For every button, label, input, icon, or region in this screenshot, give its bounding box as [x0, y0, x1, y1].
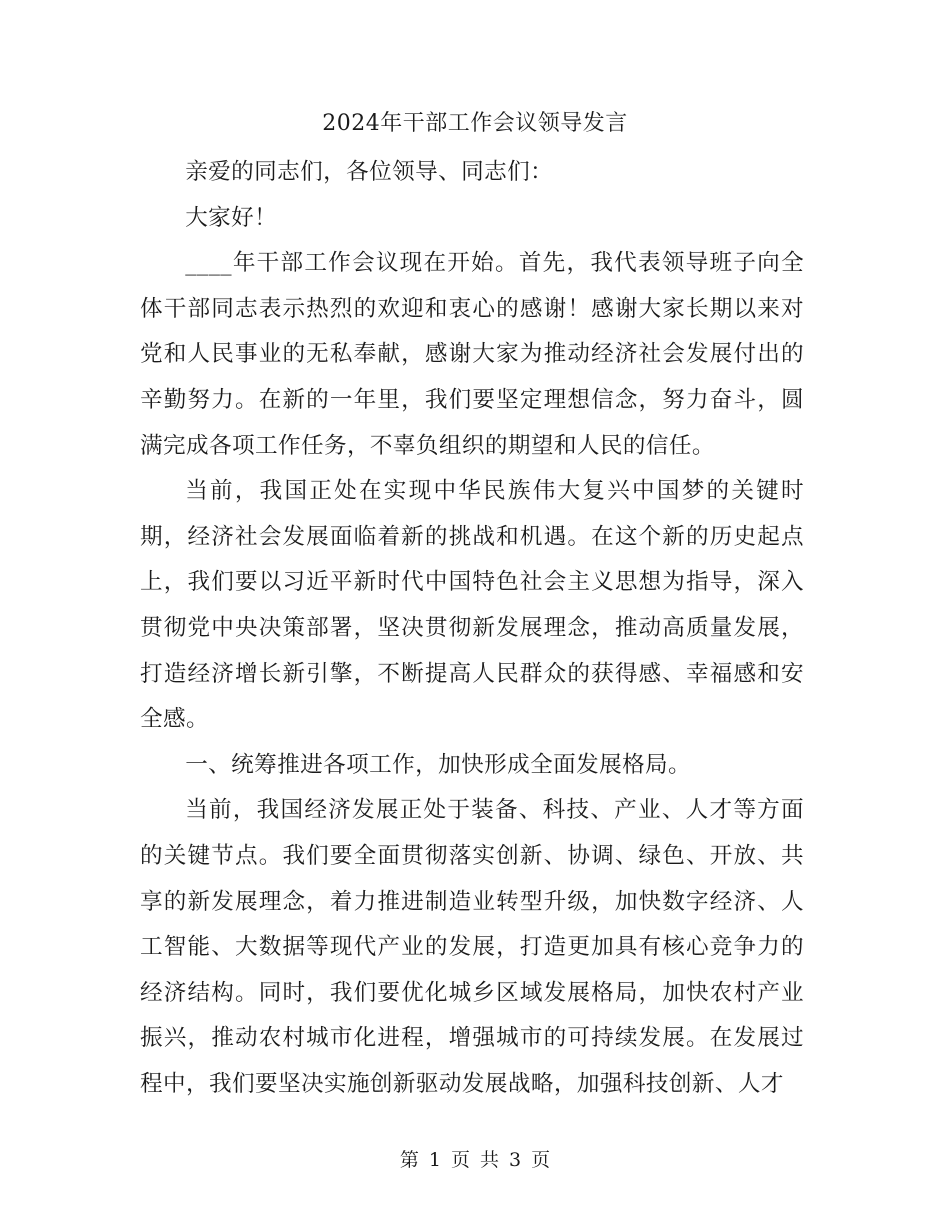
section-heading-1: 一、统筹推进各项工作，加快形成全面发展格局。 [185, 751, 692, 778]
document-title: 2024年干部工作会议领导发言 [322, 111, 628, 136]
page-footer: 第 1 页 共 3 页 [399, 1149, 551, 1171]
paragraph-salutation: 亲爱的同志们，各位领导、同志们： [185, 159, 554, 185]
paragraph-greeting: 大家好！ [185, 204, 278, 231]
document-body [140, 150, 804, 1107]
paragraph-opening: ____年干部工作会议现在开始。首先，我代表领导班子向全体干部同志表示热烈的欢迎和衷心的感谢！感谢大家长期以来对党和人民事业的无私奉献，感谢大家为推动经济社会发展付出的辛勤努力。在新的一年里，我们要坚定理想信念，努力奋斗，圆满完成各项工作任务，不辜负组织的期望和人民的信任。 [140, 250, 804, 459]
paragraph-current-situation: 当前，我国正处在实现中华民族伟大复兴中国梦的关键时期，经济社会发展面临着新的挑战和机遇。在这个新的历史起点上，我们要以习近平新时代中国特色社会主义思想为指导，深入贯彻党中央决策部署，坚决贯彻新发展理念，推动高质量发展，打造经济增长新引擎，不断提高人民群众的获得感、幸福感和安全感。 [140, 478, 804, 733]
paragraph-section-1-body: 当前，我国经济发展正处于装备、科技、产业、人才等方面的关键节点。我们要全面贯彻落实创新、协调、绿色、开放、共享的新发展理念，着力推进制造业转型升级，加快数字经济、人工智能、大数据等现代产业的发展，打造更加具有核心竞争力的经济结构。同时，我们要优化城乡区域发展格局，加快农村产业振兴，推动农村城市化进程，增强城市的可持续发展。在发展过程中，我们要坚决实施创新驱动发展战略，加强科技创新、人才 [140, 797, 804, 1097]
